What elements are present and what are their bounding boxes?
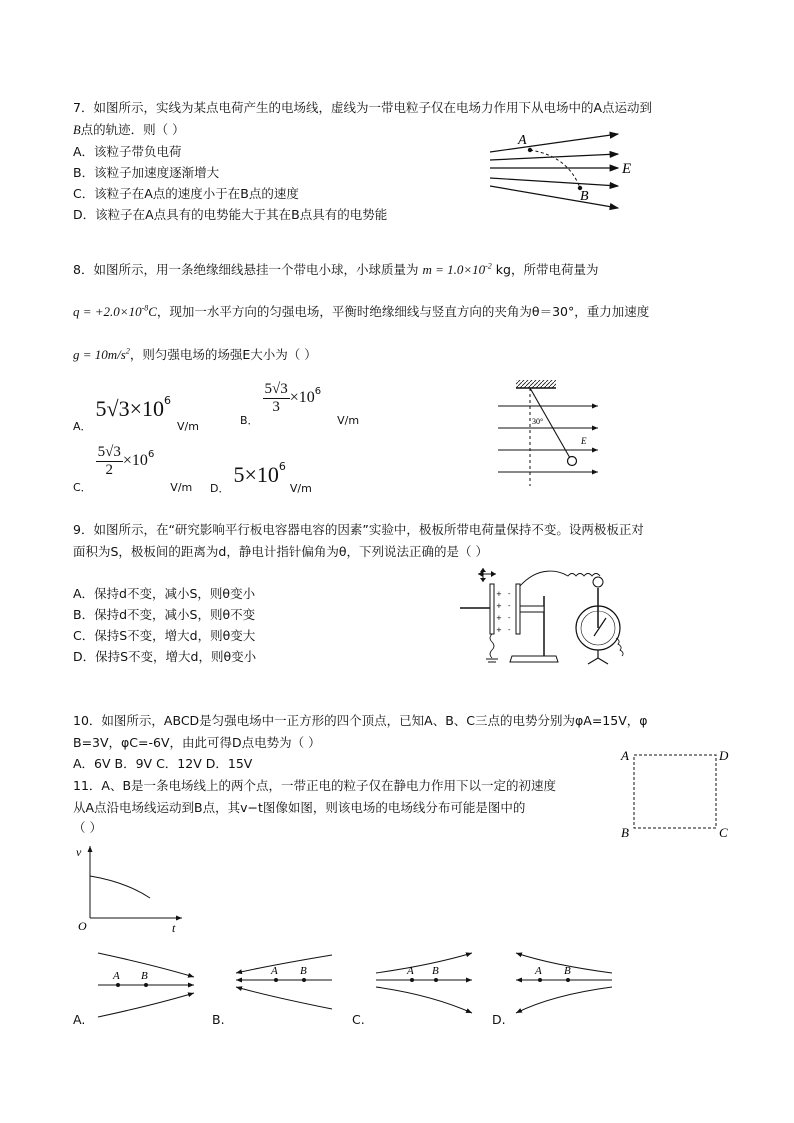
ceiling-support (516, 380, 556, 388)
q7-field-figure (488, 128, 638, 218)
q11-stem-line1: 11．A、B是一条电场线上的两个点，一带正电的粒子仅在静电力作用下以一定的初速度 (73, 778, 557, 793)
q8-option-d[interactable]: D． $5\times 10^6$ V/m (210, 460, 312, 495)
label-o: O (78, 919, 87, 933)
q7-option-b[interactable]: B．该粒子加速度逐渐增大 (73, 165, 220, 180)
q8-stem-text3: ，则匀强电场的场强E大小为（ ） (129, 347, 317, 362)
q7-var-b: B (73, 123, 81, 137)
svg-text:B: B (564, 965, 571, 977)
svg-text:+: + (496, 590, 502, 598)
svg-text:-: - (508, 590, 511, 598)
q11-option-d[interactable]: D. (492, 1012, 506, 1027)
q11-option-a-figure (94, 945, 198, 1023)
q7-stem-text: 点的轨迹．则（ ） (80, 122, 185, 137)
q8-stem-line1 (73, 260, 598, 278)
q10-options[interactable]: A．6V B．9V C．12V D．15V (73, 756, 253, 771)
q8-mass-unit: kg，所带电荷量为 (495, 262, 599, 277)
q8-stem-pre: 8．如图所示，用一条绝缘细线悬挂一个带电小球，小球质量为 (73, 262, 419, 277)
q11-option-a[interactable]: A. (73, 1012, 86, 1027)
stand-base (510, 656, 558, 662)
svg-text:B: B (300, 965, 307, 977)
q10-stem-line2: B=3V，φC=-6V，由此可得D点电势为（ ） (73, 735, 321, 750)
field-line (490, 186, 618, 208)
q9-option-d[interactable]: D．保持S不变，增大d，则θ变小 (73, 649, 257, 664)
q11-option-d-figure (512, 945, 616, 1023)
q11-option-c-figure (372, 945, 476, 1023)
q9-stem-line2: 面积为S，极板间的距离为d，静电计指针偏角为θ，下列说法正确的是（ ） (73, 544, 488, 559)
q8-stem-text2: ，现加一水平方向的匀强电场，平衡时绝缘细线与竖直方向的夹角为θ＝30°，重力加速度 (156, 304, 650, 319)
right-plate (516, 584, 520, 634)
q7-option-a[interactable]: A．该粒子带负电荷 (73, 144, 182, 159)
electroscope-knob (593, 577, 603, 587)
q8-gravity: $g = 10m/s^2$ (73, 346, 130, 362)
q11-option-c[interactable]: C. (352, 1012, 365, 1027)
label-b: B (580, 189, 589, 204)
q9-capacitor-apparatus-figure (458, 566, 633, 666)
svg-text:B: B (141, 970, 148, 982)
svg-text:+: + (496, 614, 502, 622)
left-plate (490, 584, 494, 634)
svg-text:+: + (496, 602, 502, 610)
q7-option-c[interactable]: C．该粒子在A点的速度小于在B点的速度 (73, 186, 299, 201)
q8-pendulum-figure (498, 378, 603, 488)
field-line (490, 134, 618, 152)
field-line (490, 178, 618, 186)
vertex-a: A (621, 748, 629, 763)
point-a (528, 148, 532, 152)
label-v: v (76, 845, 82, 859)
field-label-e: E (581, 436, 587, 446)
svg-text:B: B (432, 965, 439, 977)
q8-charge: $q = +2.0\times 10^{-8}C$ (73, 303, 157, 319)
q8-mass: $m = 1.0\times 10^{-2}$ (422, 261, 492, 277)
label-e: E (622, 161, 632, 177)
vertex-d: D (719, 748, 729, 763)
q11-vt-graph (74, 842, 194, 934)
vertex-c: C (719, 825, 728, 840)
q11-stem-line3: （ ） (73, 820, 102, 835)
charged-ball (568, 457, 577, 466)
label-a: A (518, 133, 527, 148)
q8-option-b[interactable]: B． $\frac{5√3}{3}$ $\times 10^6$ V/m (240, 381, 360, 427)
svg-text:-: - (508, 614, 511, 622)
field-line (490, 154, 618, 160)
q10-square-figure (618, 745, 738, 840)
vt-curve (90, 876, 150, 898)
q11-stem-line2: 从A点沿电场线运动到B点，其v−t图像如图，则该电场的电场线分布可能是图中的 (73, 800, 526, 815)
q10-stem-line1: 10．如图所示，ABCD是匀强电场中一正方形的四个顶点，已知A、B、C三点的电势分别为φA=15V，φ (73, 713, 648, 728)
q9-stem-line1: 9．如图所示，在“研究影响平行板电容器电容的因素”实验中，极板所带电荷量保持不变。设两极板正对 (73, 522, 644, 537)
svg-text:+: + (496, 626, 502, 634)
q11-option-b-figure (232, 945, 336, 1023)
q8-option-c[interactable]: C． $\frac{5√3}{2}$ $\times 10^6$ V/m (73, 444, 193, 494)
q9-option-c[interactable]: C．保持S不变，增大d，则θ变大 (73, 628, 256, 643)
svg-text:A: A (535, 965, 542, 977)
q7-stem-line2 (73, 120, 185, 138)
connecting-wire (520, 571, 600, 586)
svg-text:A: A (113, 970, 120, 982)
angle-label: 30° (532, 417, 544, 426)
q8-stem-line2 (73, 302, 649, 320)
q8-stem-line3 (73, 345, 317, 363)
label-t: t (172, 921, 176, 935)
svg-text:A: A (271, 965, 278, 977)
q8-option-a[interactable]: A． $5√3\times 10^6$ V/m (73, 394, 199, 433)
q11-option-b[interactable]: B. (212, 1012, 225, 1027)
svg-text:-: - (508, 626, 511, 634)
q9-option-a[interactable]: A．保持d不变，减小S，则θ变小 (73, 586, 256, 601)
q9-option-b[interactable]: B．保持d不变，减小S，则θ不变 (73, 607, 256, 622)
q7-stem-line1: 7．如图所示，实线为某点电荷产生的电场线，虚线为一带电粒子仅在电场力作用下从电场中的A点运动到 (73, 100, 653, 115)
q7-option-d[interactable]: D．该粒子在A点具有的电势能大于其在B点具有的电势能 (73, 207, 388, 222)
svg-text:A: A (407, 965, 414, 977)
vertex-b: B (621, 825, 629, 840)
svg-text:-: - (508, 602, 511, 610)
square-abcd (634, 755, 716, 828)
